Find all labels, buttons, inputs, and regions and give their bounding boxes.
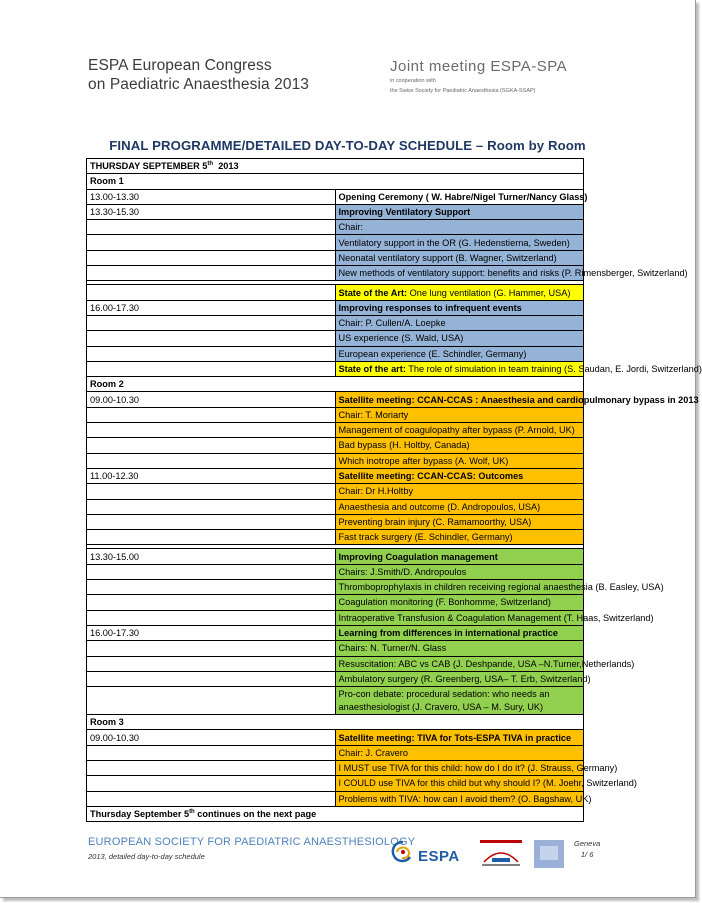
talk-row <box>87 235 584 250</box>
talk-title: Intraoperative Transfusion & Coagulation Management (T. Haas, Switzerland) <box>335 610 584 625</box>
talk-title: Chair: <box>335 220 584 235</box>
time-cell <box>87 331 336 346</box>
talk-title: Chair: P. Cullen/A. Loepke <box>335 315 584 330</box>
talk-title: Ventilatory support in the OR (G. Hedenstierna, Sweden) <box>335 235 584 250</box>
talk-row <box>87 610 584 625</box>
time-cell <box>87 438 336 453</box>
session-row <box>87 204 584 219</box>
footer-city: Geneva <box>574 839 601 848</box>
footer-subtitle: 2013, detailed day-to-day schedule <box>88 852 205 861</box>
time-cell <box>87 250 336 265</box>
talk-row <box>87 671 584 686</box>
time-cell <box>87 266 336 281</box>
talk-title: Which inotrope after bypass (A. Wolf, UK) <box>335 453 584 468</box>
session-title: Improving Coagulation management <box>335 549 584 564</box>
talk-row <box>87 595 584 610</box>
talk-title: Neonatal ventilatory support (B. Wagner, Switzerland) <box>335 250 584 265</box>
talk-row <box>87 220 584 235</box>
room-header: Room 3 <box>87 715 584 730</box>
time-cell: 11.00-12.30 <box>87 468 336 483</box>
continues-row <box>87 806 584 821</box>
time-cell: 16.00-17.30 <box>87 625 336 640</box>
espa-logo <box>388 836 478 870</box>
continues-text-rest: continues on the next page <box>194 809 317 820</box>
talk-title <box>335 361 702 376</box>
time-cell: 09.00-10.30 <box>87 392 336 407</box>
talk-row <box>87 656 584 671</box>
talk-title: Ambulatory surgery (R. Greenberg, USA– T. Erb, Switzerland) <box>335 671 584 686</box>
time-cell <box>87 595 336 610</box>
talk-row <box>87 641 584 656</box>
session-title: Satellite meeting: CCAN-CCAS: Outcomes <box>335 468 584 483</box>
cooperation-line2: the Swiss Society for Paediatric Anaesthesia (SGKA-SSAP) <box>390 87 536 94</box>
time-cell <box>87 530 336 545</box>
footer-organization: EUROPEAN SOCIETY FOR PAEDIATRIC ANAESTHESIOLOGY <box>88 836 416 848</box>
time-cell <box>87 423 336 438</box>
time-cell <box>87 564 336 579</box>
swiss-society-logo <box>478 836 524 870</box>
talk-row <box>87 361 584 376</box>
time-cell <box>87 514 336 529</box>
talk-row <box>87 514 584 529</box>
talk-title: Resuscitation: ABC vs CAB (J. Deshpande, USA –N.Turner,Netherlands) <box>335 656 584 671</box>
time-cell <box>87 407 336 422</box>
time-cell <box>87 656 336 671</box>
day-header-cell <box>87 159 584 174</box>
talk-row <box>87 266 584 281</box>
time-cell: 13.00-13.30 <box>87 189 336 204</box>
session-row <box>87 730 584 745</box>
session-title: Opening Ceremony ( W. Habre/Nigel Turner/Nancy Glass) <box>335 189 584 204</box>
time-cell <box>87 499 336 514</box>
joint-meeting-header <box>390 58 567 94</box>
time-cell <box>87 315 336 330</box>
time-cell <box>87 220 336 235</box>
talk-title: Fast track surgery (E. Schindler, Germany) <box>335 530 584 545</box>
talk-title: Thromboprophylaxis in children receiving regional anaesthesia (B. Easley, USA) <box>335 580 584 595</box>
talk-title: Chair: T. Moriarty <box>335 407 584 422</box>
talk-title: Chair: Dr H.Holtby <box>335 484 584 499</box>
joint-meeting-title: Joint meeting ESPA-SPA <box>390 58 568 75</box>
congress-header <box>88 56 309 94</box>
congress-title-line2: on Paediatric Anaesthesia 2013 <box>88 76 310 93</box>
footer-location <box>574 838 600 860</box>
talk-title: Chairs: N. Turner/N. Glass <box>335 641 584 656</box>
talk-row <box>87 285 584 300</box>
session-title: Learning from differences in international practice <box>335 625 584 640</box>
talk-title <box>335 285 584 300</box>
day-header-text: THURSDAY SEPTEMBER 5 <box>90 161 208 172</box>
time-cell <box>87 580 336 595</box>
talk-row <box>87 423 584 438</box>
day-header-row <box>87 159 584 174</box>
talk-row <box>87 530 584 545</box>
espa-swirl-icon <box>388 838 418 868</box>
state-of-art-label: State of the Art: <box>338 287 408 298</box>
state-of-art-label: State of the art: <box>338 364 406 374</box>
talk-text: The role of simulation in team training (S. Saudan, E. Jordi, Switzerland) <box>405 364 702 374</box>
session-row <box>87 392 584 407</box>
talk-row <box>87 580 584 595</box>
time-cell <box>87 791 336 806</box>
talk-title: Bad bypass (H. Holtby, Canada) <box>335 438 584 453</box>
footer-page-number: 1/ 6 <box>580 850 594 859</box>
time-cell: 13.30-15.00 <box>87 549 336 564</box>
time-cell <box>87 776 336 791</box>
session-title: Satellite meeting: TIVA for Tots-ESPA TIVA in practice <box>335 730 584 745</box>
session-row <box>87 300 584 315</box>
room-header: Room 1 <box>87 174 584 189</box>
talk-title: I COULD use TIVA for this child but why should I? (M. Joehr, Switzerland) <box>335 776 584 791</box>
talk-row <box>87 687 584 715</box>
time-cell <box>87 361 336 376</box>
room-header-row <box>87 174 584 189</box>
talk-row <box>87 407 584 422</box>
talk-row <box>87 484 584 499</box>
room-header-row <box>87 377 584 392</box>
time-cell <box>87 687 336 715</box>
room-header-row <box>87 715 584 730</box>
talk-row <box>87 315 584 330</box>
time-cell <box>87 453 336 468</box>
session-row <box>87 189 584 204</box>
talk-title: Coagulation monitoring (F. Bonhomme, Switzerland) <box>335 595 584 610</box>
talk-row <box>87 250 584 265</box>
talk-title: Anaesthesia and outcome (D. Andropoulos, USA) <box>335 499 584 514</box>
time-cell: 13.30-15.30 <box>87 204 336 219</box>
time-cell: 09.00-10.30 <box>87 730 336 745</box>
talk-title: Preventing brain injury (C. Ramamoorthy, USA) <box>335 514 584 529</box>
espa-logo-text: ESPA <box>418 848 460 865</box>
talk-title: Pro-con debate: procedural sedation: who needs an anaesthesiologist (J. Cravero, USA – M. Sury, UK) <box>335 687 584 715</box>
time-cell <box>87 610 336 625</box>
congress-title-line1: ESPA European Congress <box>88 57 272 74</box>
session-title: Improving Ventilatory Support <box>335 204 584 219</box>
continues-sup: th <box>189 808 195 815</box>
talk-text: One lung ventilation (G. Hammer, USA) <box>407 287 571 298</box>
talk-row <box>87 331 584 346</box>
continues-note <box>87 806 584 821</box>
session-row <box>87 468 584 483</box>
talk-title: European experience (E. Schindler, Germany) <box>335 346 584 361</box>
talk-title: I MUST use TIVA for this child: how do I do it? (J. Strauss, Germany) <box>335 760 584 775</box>
time-cell <box>87 346 336 361</box>
session-row <box>87 625 584 640</box>
time-cell <box>87 285 336 300</box>
talk-row <box>87 453 584 468</box>
talk-row <box>87 438 584 453</box>
talk-title: Problems with TIVA: how can I avoid them? (O. Bagshaw, UK) <box>335 791 584 806</box>
talk-title: Chair: J. Cravero <box>335 745 584 760</box>
room-header: Room 2 <box>87 377 584 392</box>
talk-row <box>87 776 584 791</box>
time-cell: 16.00-17.30 <box>87 300 336 315</box>
talk-row <box>87 791 584 806</box>
talk-row <box>87 346 584 361</box>
talk-title: Chairs: J.Smith/D. Andropoulos <box>335 564 584 579</box>
talk-row <box>87 760 584 775</box>
time-cell <box>87 641 336 656</box>
day-header-year: 2013 <box>213 161 239 172</box>
talk-row <box>87 745 584 760</box>
day-header-sup: th <box>207 161 214 168</box>
schedule-table <box>86 158 702 822</box>
time-cell <box>87 484 336 499</box>
time-cell <box>87 671 336 686</box>
talk-title: New methods of ventilatory support: benefits and risks (P. Rimensberger, Switzerland) <box>335 266 584 281</box>
talk-title: Management of coagulopathy after bypass (P. Arnold, UK) <box>335 423 584 438</box>
cooperation-line1: in cooperation with <box>390 78 436 84</box>
sponsor-logo <box>534 840 564 868</box>
talk-row <box>87 499 584 514</box>
session-title: Improving responses to infrequent events <box>335 300 584 315</box>
talk-title: US experience (S. Wald, USA) <box>335 331 584 346</box>
session-row <box>87 549 584 564</box>
page-title: FINAL PROGRAMME/DETAILED DAY-TO-DAY SCHEDULE – Room by Room <box>109 138 586 153</box>
session-title: Satellite meeting: CCAN-CCAS : Anaesthesia and cardiopulmonary bypass in 2013 <box>335 392 584 407</box>
time-cell <box>87 745 336 760</box>
time-cell <box>87 760 336 775</box>
time-cell <box>87 235 336 250</box>
continues-text: Thursday September 5 <box>90 809 190 820</box>
talk-row <box>87 564 584 579</box>
